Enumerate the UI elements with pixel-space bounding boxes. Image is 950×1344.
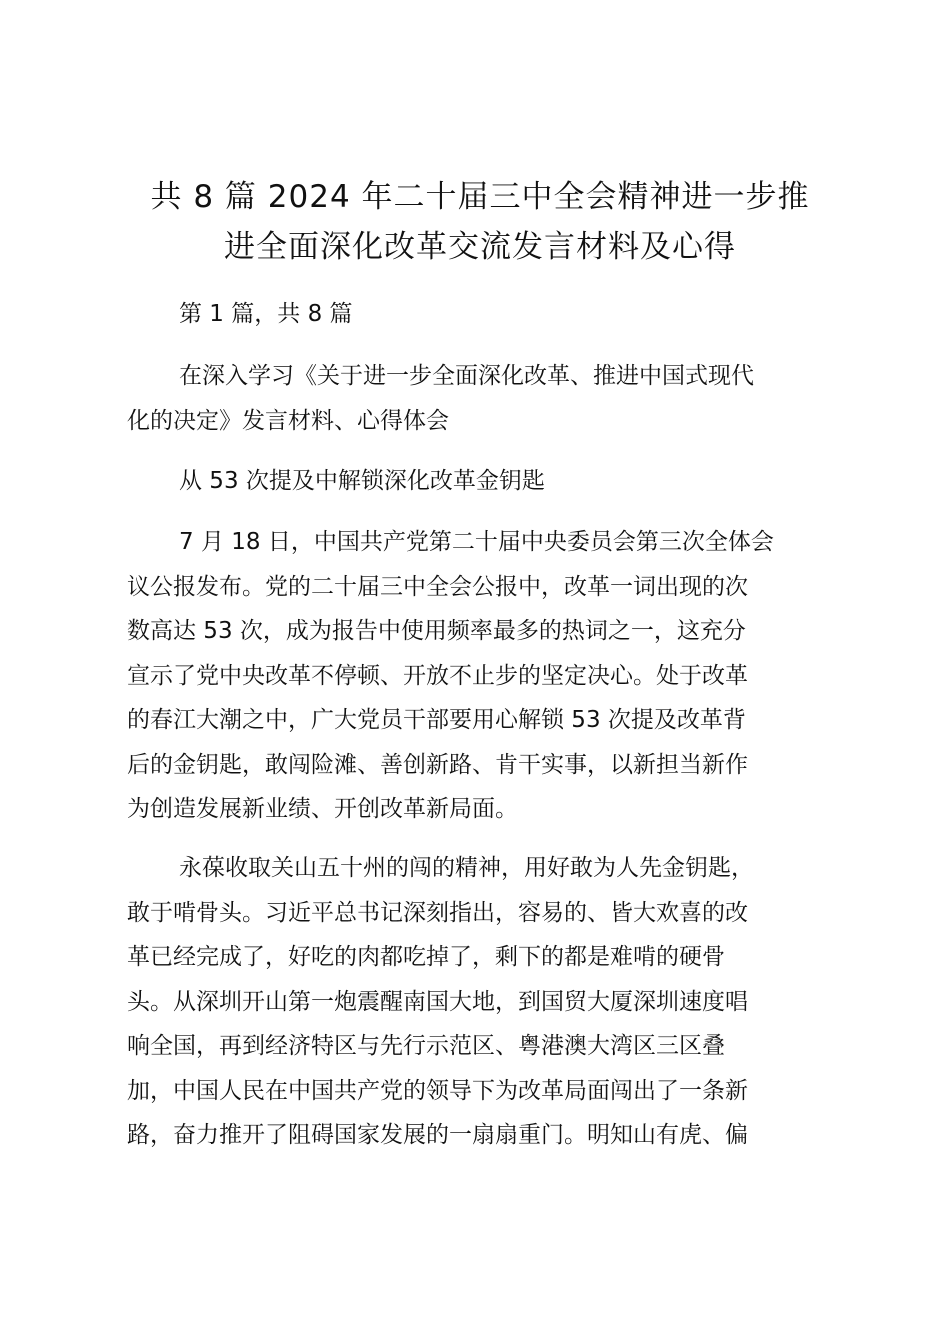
intro-line-1: 在深入学习《关于进一步全面深化改革、推进中国式现代 [179,363,754,389]
section-label-text: 第 1 篇，共 8 篇 [179,301,353,327]
intro-paragraph [127,354,833,443]
paragraph-line: 7 月 18 日，中国共产党第二十届中央委员会第三次全体会 [179,529,774,555]
body-paragraph-1 [127,520,833,832]
subtitle-text: 从 53 次提及中解锁深化改革金钥匙 [179,468,545,494]
paragraph-line: 头。从深圳开山第一炮震醒南国大地，到国贸大厦深圳速度唱 [127,988,748,1015]
paragraph-line: 宣示了党中央改革不停顿、开放不止步的坚定决心。处于改革 [127,662,748,689]
paragraph-line: 路，奋力推开了阻碍国家发展的一扇扇重门。明知山有虎、偏 [127,1122,748,1148]
paragraph-line: 永葆收取关山五十州的闯的精神，用好敢为人先金钥匙， [179,855,754,881]
paragraph-line: 后的金钥匙，敢闯险滩、善创新路、肯干实事，以新担当新作 [127,751,748,778]
paragraph-line: 的春江大潮之中，广大党员干部要用心解锁 53 次提及改革背 [127,707,746,733]
paragraph-line: 为创造发展新业绩、开创改革新局面。 [127,796,518,822]
title-line-2: 进全面深化改革交流发言材料及心得 [224,229,736,265]
title-line-1: 共 8 篇 2024 年二十届三中全会精神进一步推 [150,179,810,215]
section-label [127,292,833,337]
paragraph-line: 敢于啃骨头。习近平总书记深刻指出，容易的、皆大欢喜的改 [127,899,748,926]
paragraph-line: 响全国，再到经济特区与先行示范区、粤港澳大湾区三区叠 [127,1033,725,1059]
paragraph-line: 数高达 53 次，成为报告中使用频率最多的热词之一，这充分 [127,618,746,644]
document-title [115,172,845,272]
subtitle [127,459,833,504]
body-paragraph-2 [127,846,833,1158]
intro-line-2: 化的决定》发言材料、心得体会 [127,407,449,434]
paragraph-line: 加，中国人民在中国共产党的领导下为改革局面闯出了一条新 [127,1077,748,1104]
paragraph-line: 革已经完成了，好吃的肉都吃掉了，剩下的都是难啃的硬骨 [127,944,725,970]
paragraph-line: 议公报发布。党的二十届三中全会公报中，改革一词出现的次 [127,573,748,600]
